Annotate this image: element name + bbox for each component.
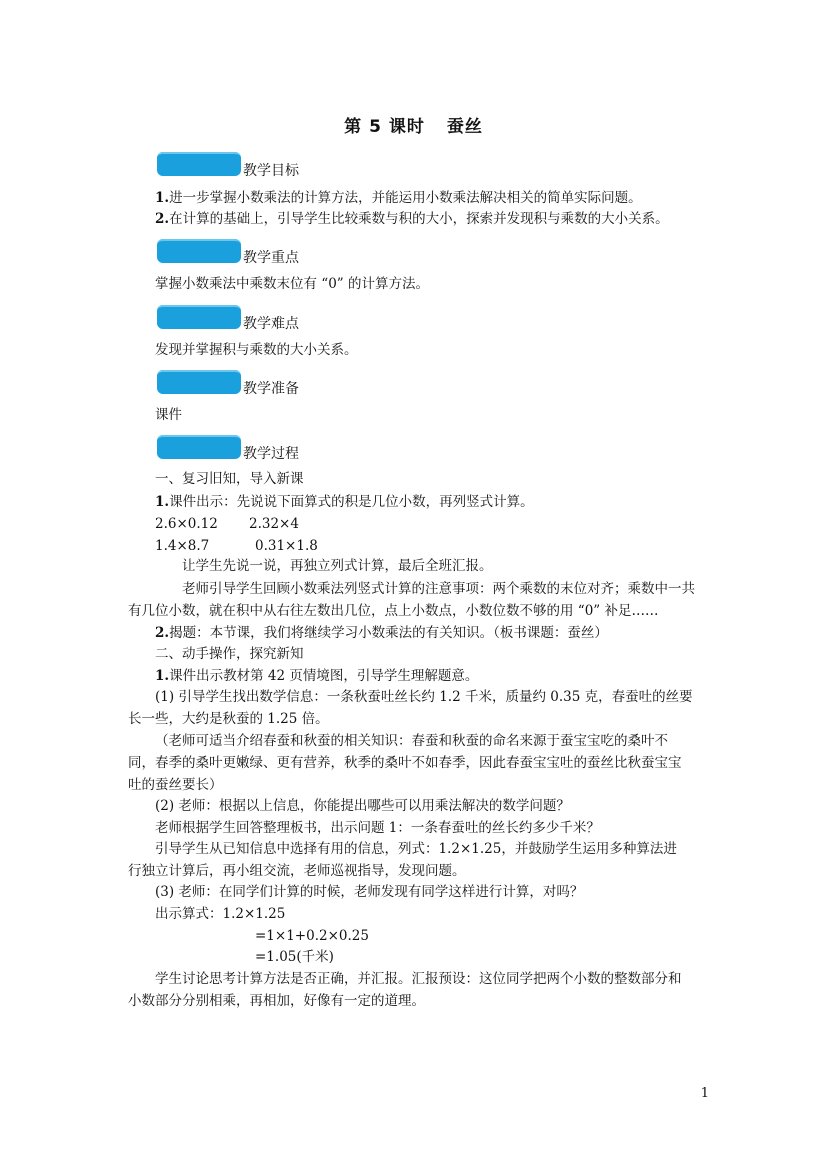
paragraph: 2.揭题：本节课，我们将继续学习小数乘法的有关知识。（板书课题：蚕丝） [155,625,608,641]
paragraph: 小数部分分别相乘，再相加，好像有一定的道理。 [128,993,425,1009]
paragraph: 同，春季的桑叶更嫩绿、更有营养，秋季的桑叶不如春季，因此春蚕宝宝吐的蚕丝比秋蚕宝宝 [128,755,682,771]
section-badge [157,435,241,459]
section-badge [157,152,241,176]
paragraph: 1.课件出示教材第 42 页情境图，引导学生理解题意。 [155,668,479,684]
section-badge [157,370,241,394]
formula-line: 出示算式：1.2×1.25 [155,906,286,922]
lesson-topic: 蚕丝 [446,117,483,137]
section-badge [157,305,241,329]
difficulty-text: 发现并掌握积与乘数的大小关系。 [155,342,358,358]
paragraph: (3) 老师：在同学们计算的时候，老师发现有同学这样进行计算，对吗？ [155,884,584,900]
paragraph: 吐的蚕丝要长） [128,777,223,793]
key-point-text: 掌握小数乘法中乘数末位有 “0” 的计算方法。 [155,276,429,292]
section-label: 教学难点 [243,316,299,332]
paragraph: 让学生先说一说，再独立列式计算，最后全班汇报。 [182,558,493,574]
prep-text: 课件 [155,407,182,423]
paragraph: 长一些，大约是秋蚕的 1.25 倍。 [128,711,329,727]
section-badge [157,239,241,263]
part-heading-2: 二、动手操作，探究新知 [155,646,304,662]
paragraph: 老师根据学生回答整理板书，出示问题 1：一条春蚕吐的丝长约多少千米？ [155,820,600,836]
section-label: 教学重点 [243,250,299,266]
paragraph: 引导学生从已知信息中选择有用的信息，列式：1.2×1.25，并鼓励学生运用多种算法进 [155,841,677,857]
goal-1: 1.进一步掌握小数乘法的计算方法，并能运用小数乘法解决相关的简单实际问题。 [155,190,642,206]
page-title [0,112,827,137]
goal-2: 2.在计算的基础上，引导学生比较乘数与积的大小，探索并发现积与乘数的大小关系。 [155,211,669,227]
part-heading-1: 一、复习旧知，导入新课 [155,471,304,487]
paragraph: 1.课件出示：先说说下面算式的积是几位小数，再列竖式计算。 [155,494,534,510]
calc-item: 2.6×0.12 [155,516,218,532]
paragraph: （老师可适当介绍春蚕和秋蚕的相关知识：春蚕和秋蚕的命名来源于蚕宝宝吃的桑叶不 [155,733,668,749]
calc-item: 1.4×8.7 [155,538,210,554]
paragraph: 有几位小数，就在积中从右往左数出几位，点上小数点，小数位数不够的用 “0” 补足…… [128,603,659,619]
lesson-number: 第 5 课时 [344,117,425,137]
calc-item: 0.31×1.8 [255,538,318,554]
page-number: 1 [700,1086,709,1101]
paragraph: (2) 老师：根据以上信息，你能提出哪些可以用乘法解决的数学问题？ [155,798,570,814]
section-label: 教学准备 [243,381,299,397]
formula-line: =1×1+0.2×0.25 [255,928,369,944]
formula-line: =1.05(千米) [255,949,334,965]
paragraph: (1) 引导学生找出数学信息：一条秋蚕吐丝长约 1.2 千米，质量约 0.35 克，春蚕吐的丝要 [155,689,693,705]
section-label: 教学过程 [243,446,299,462]
paragraph: 行独立计算后，再小组交流，老师巡视指导，发现问题。 [128,863,466,879]
section-label: 教学目标 [243,163,299,179]
calc-item: 2.32×4 [249,516,299,532]
paragraph: 学生讨论思考计算方法是否正确，并汇报。汇报预设：这位同学把两个小数的整数部分和 [155,971,682,987]
paragraph: 老师引导学生回顾小数乘法列竖式计算的注意事项：两个乘数的末位对齐；乘数中一共 [182,581,695,597]
